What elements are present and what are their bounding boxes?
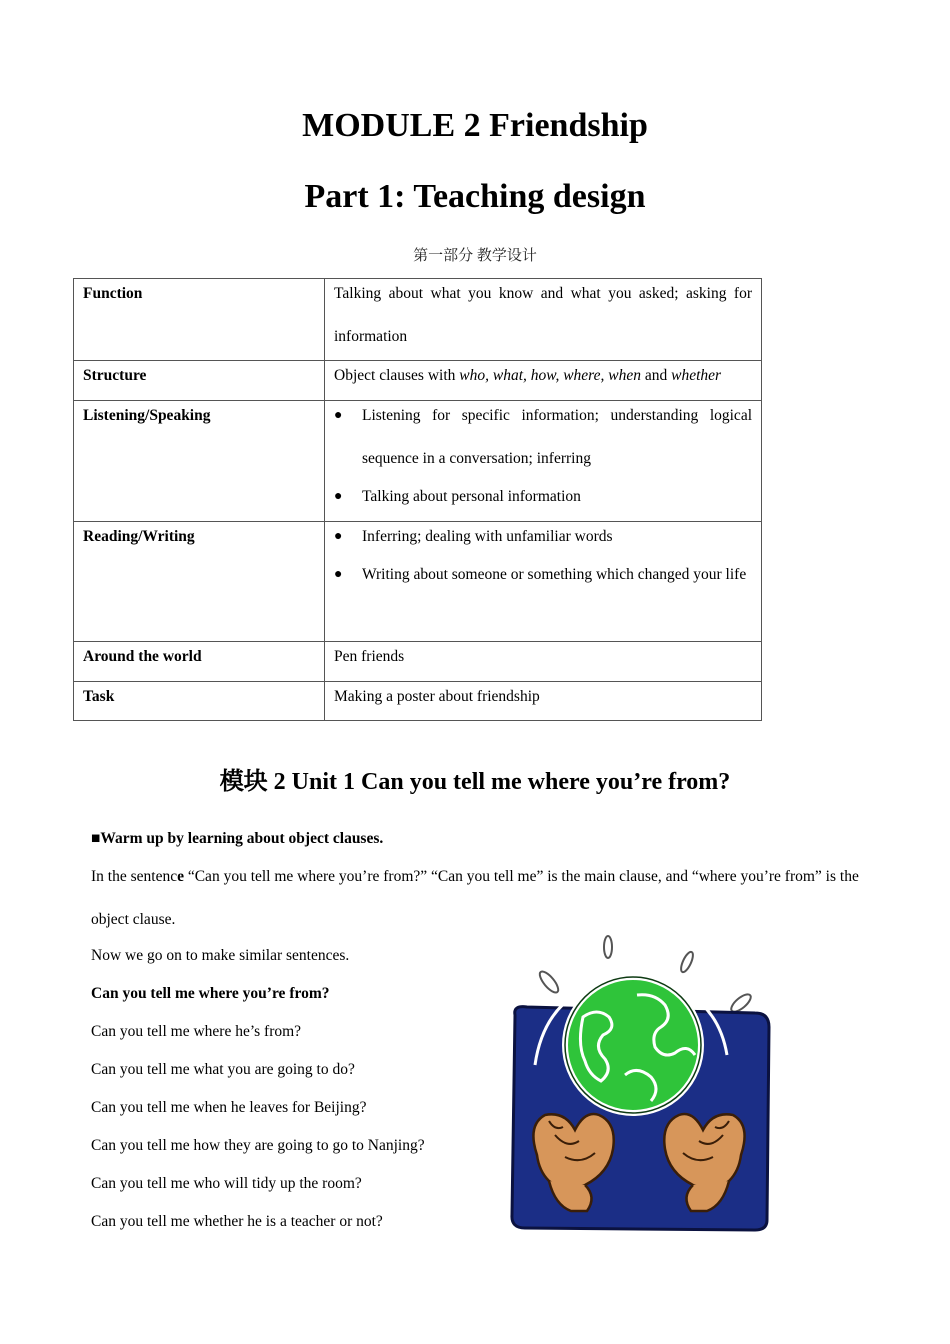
bullet-icon: ● [334,567,343,582]
table-row [74,522,762,642]
row-content-task: Making a poster about friendship [325,682,762,721]
example-sentence: Can you tell me where he’s from? [91,1023,302,1040]
teaching-design-table [73,278,762,721]
bullet-icon: ● [334,408,343,423]
droplet-shape [604,936,612,958]
example-sentence: Can you tell me when he leaves for Beijing? [91,1099,367,1116]
example-sentence: Can you tell me who will tidy up the room? [91,1175,362,1192]
droplet-shape [679,950,696,973]
part-title: Part 1: Teaching design [304,178,646,215]
table-row [74,279,762,361]
list-item: ● Inferring; dealing with unfamiliar words [334,515,752,558]
bullet-icon: ● [334,489,343,504]
row-content-function: Talking about what you know and what you asked; asking for information [325,279,762,361]
example-sentence: Can you tell me what you are going to do? [91,1061,355,1078]
row-content-around-the-world: Pen friends [325,642,762,682]
globe-illustration [505,935,775,1233]
row-label-reading-writing: Reading/Writing [74,522,325,642]
module-title: MODULE 2 Friendship [302,107,648,144]
example-sentence: Can you tell me how they are going to go to Nanjing? [91,1137,425,1154]
row-content-reading-writing [325,522,762,642]
table-row [74,642,762,682]
row-label-task: Task [74,682,325,721]
row-content-structure: Object clauses with who, what, how, where, when and whether [325,361,762,401]
row-content-listening-speaking [325,401,762,522]
droplet-shape [537,969,561,995]
bullet-icon: ● [334,529,343,544]
row-label-structure: Structure [74,361,325,401]
model-sentence: Can you tell me where you’re from? [91,985,330,1002]
part-title-cn: 第一部分 教学设计 [413,248,537,264]
list-item: ● Writing about someone or something which changed your life [334,553,752,596]
row-label-listening-speaking: Listening/Speaking [74,401,325,522]
intro-paragraph: In the sentence “Can you tell me where you’re from?” “Can you tell me” is the main clause, and “where you’re from” is the object clause. [91,868,859,928]
unit-title: 模块 2 Unit 1 Can you tell me where you’re from? [219,769,731,795]
example-sentence: Can you tell me whether he is a teacher or not? [91,1213,383,1230]
warmup-heading: ■Warm up by learning about object clauses. [91,830,384,847]
row-label-function: Function [74,279,325,361]
lead-in-text: Now we go on to make similar sentences. [91,947,350,964]
row-label-around-the-world: Around the world [74,642,325,682]
list-item: ● Listening for specific information; understanding logical sequence in a conversation; inferring [334,394,752,480]
table-row [74,401,762,522]
list-item: ● Talking about personal information [334,475,752,518]
globe-in-hands-icon [505,935,775,1233]
table-row [74,682,762,721]
